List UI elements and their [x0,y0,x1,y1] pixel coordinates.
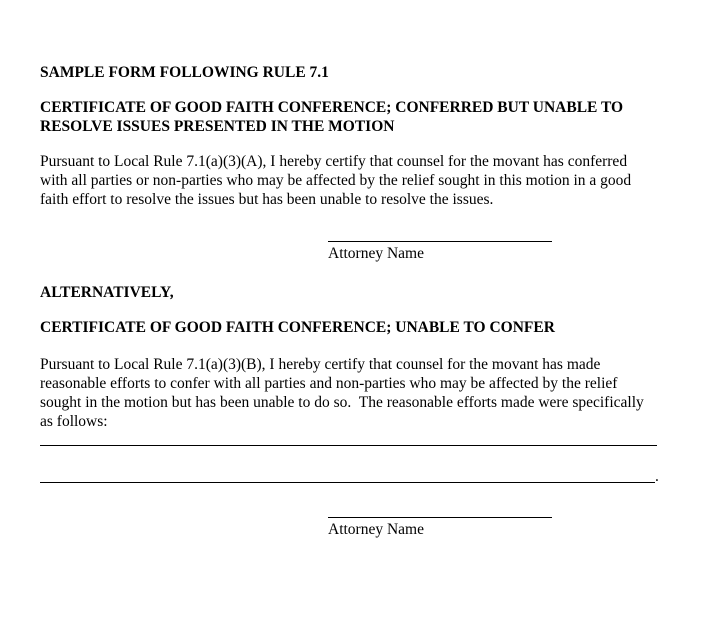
section1-signature-label: Attorney Name [328,245,424,262]
section1-body-line: faith effort to resolve the issues but has been unable to resolve the issues. [40,191,494,208]
section1-body-line: Pursuant to Local Rule 7.1(a)(3)(A), I hereby certify that counsel for the movant has conferred [40,153,628,170]
section2-body [40,355,680,431]
efforts-line-period: . [655,468,659,485]
section1-body [40,152,680,209]
section1-heading-line-1: CERTIFICATE OF GOOD FAITH CONFERENCE; CONFERRED BUT UNABLE TO [40,99,624,116]
section2-body-line: sought in the motion but has been unable to do so. The reasonable efforts made were specifically [40,394,644,411]
section2-body-line: as follows: [40,413,108,430]
form-title: SAMPLE FORM FOLLOWING RULE 7.1 [40,64,329,81]
section2-signature-label: Attorney Name [328,521,424,538]
section1-signature-line [328,241,552,242]
efforts-blank-line-2 [40,482,655,483]
section2-signature-line [328,517,552,518]
efforts-blank-line-1 [40,445,657,446]
section2-body-line: reasonable efforts to confer with all parties and non-parties who may be affected by the relief [40,375,618,392]
section2-heading: CERTIFICATE OF GOOD FAITH CONFERENCE; UNABLE TO CONFER [40,319,555,336]
section2-body-line: Pursuant to Local Rule 7.1(a)(3)(B), I hereby certify that counsel for the movant has made [40,356,601,373]
section1-body-line: with all parties or non-parties who may be affected by the relief sought in this motion in a good [40,172,632,189]
section1-heading-line-2: RESOLVE ISSUES PRESENTED IN THE MOTION [40,118,395,135]
alternatively-heading: ALTERNATIVELY, [40,284,174,301]
